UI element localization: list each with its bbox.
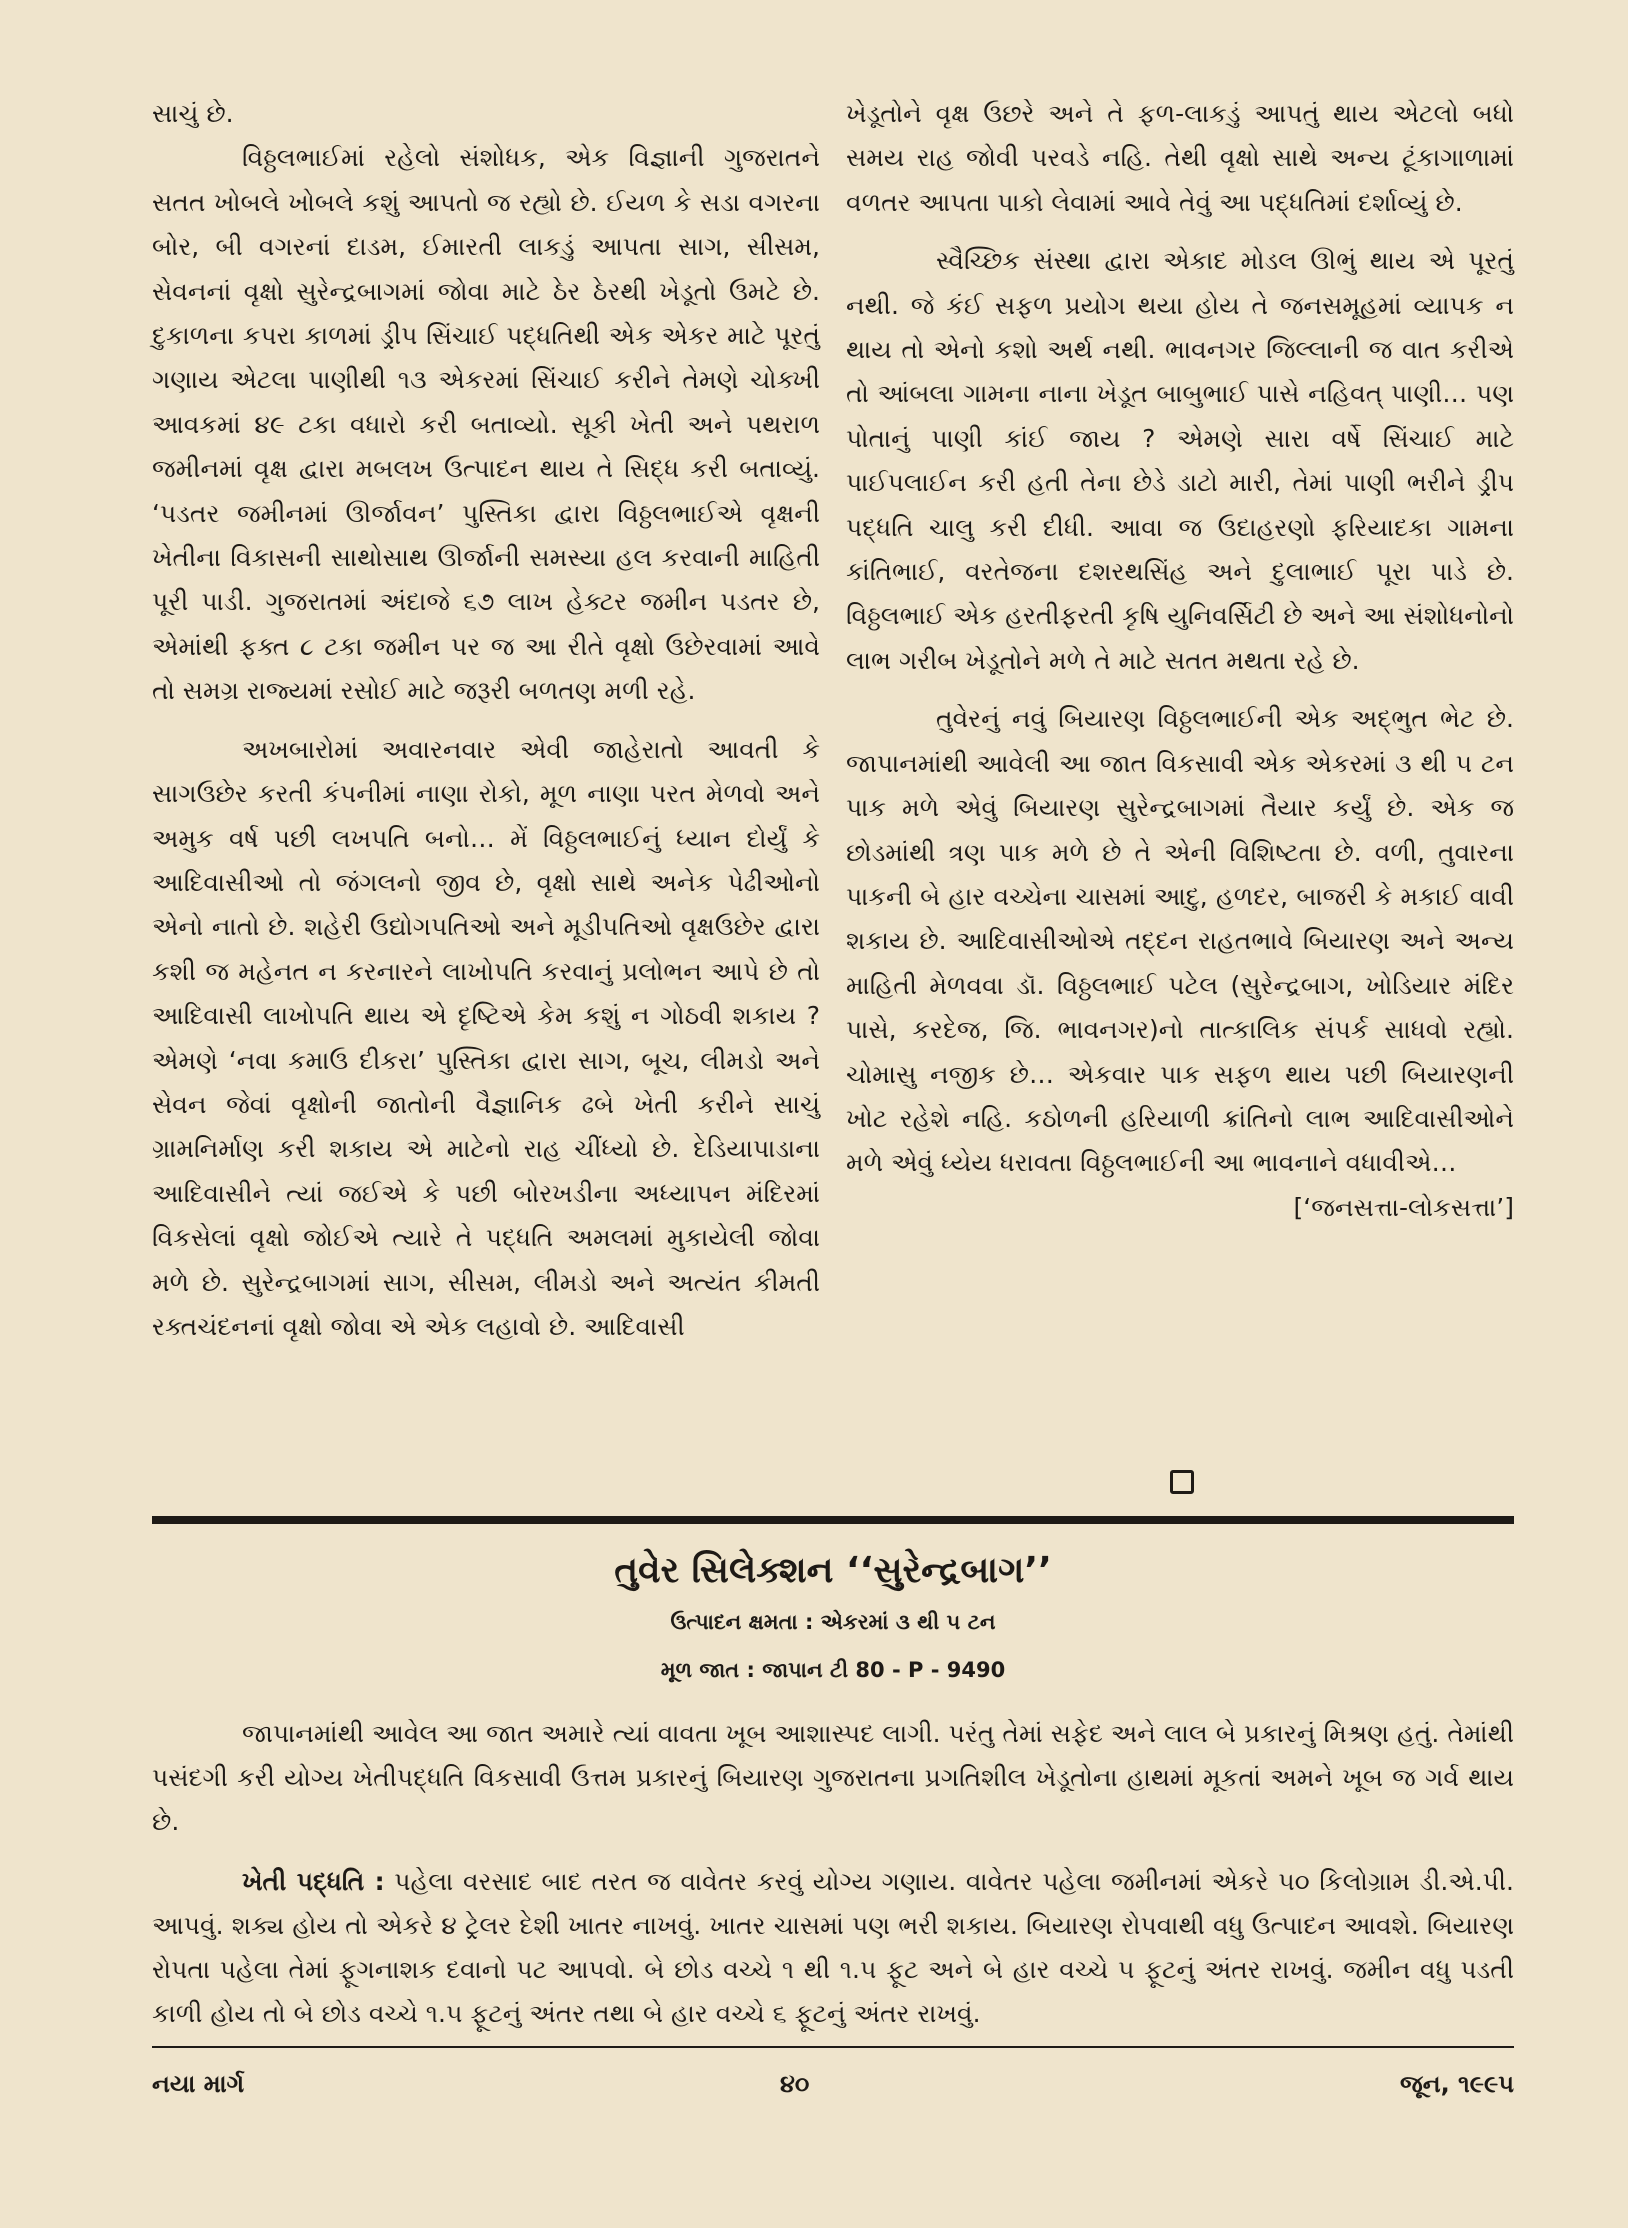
box-subtitle-origin: મૂળ જાત : જાપાન ટી 80 - P - 9490 <box>660 1658 1006 1682</box>
box-paragraph-method <box>152 1860 1514 2036</box>
box-subtitle-yield: ઉત્પાદન ક્ષમતા : એકરમાં ૩ થી ૫ ટન <box>670 1610 996 1634</box>
article-left-column <box>152 92 820 1349</box>
method-label: ખેતી પદ્ધતિ : <box>242 1867 385 1896</box>
article-right-column <box>846 92 1514 1230</box>
article-source: [‘જનસત્તા-લોકસત્તા’] <box>1293 1192 1514 1222</box>
article-paragraph: સ્વૈચ્છિક સંસ્થા દ્વારા એકાદ મોડલ ઊભું થાય એ પૂરતું નથી. જે કંઈ સફળ પ્રયોગ થયા હોય તે જનસમૂહમાં વ્યાપક ન થાય તો એનો કશો અર્થ નથી. ભાવનગર જિલ્લાની જ વાત કરીએ તો આંબલા ગામના નાના ખેડૂત બાબુભાઈ પાસે નહિવત્ પાણી… પણ પોતાનું પાણી કાંઈ જાય ? એમણે સારા વર્ષે સિંચાઈ માટે પાઈપલાઈન કરી હતી તેના છેડે ડાટો મારી, તેમાં પાણી ભરીને ડ્રીપ પદ્ધતિ ચાલુ કરી દીધી. આવા જ ઉદાહરણો ફરિયાદકા ગામના કાંતિભાઈ, વરતેજના દશરથસિંહ અને દુલાભાઈ પૂરા પાડે છે. વિઠ્ઠલભાઈ એક હરતીફરતી કૃષિ યુનિવર્સિટી છે અને આ સંશોધનોનો લાભ ગરીબ ખેડૂતોને મળે તે માટે સતત મથતા રહે છે. <box>846 246 1514 675</box>
footer-page-number: ૪૦ <box>780 2070 810 2098</box>
article-paragraph: વિઠ્ઠલભાઈમાં રહેલો સંશોધક, એક વિજ્ઞાની ગુજરાતને સતત ખોબલે ખોબલે કશું આપતો જ રહ્યો છે. ઈયળ કે સડા વગરના બોર, બી વગરનાં દાડમ, ઈમારતી લાકડું આપતા સાગ, સીસમ, સેવનનાં વૃક્ષો સુરેન્દ્રબાગમાં જોવા માટે ઠેર ઠેરથી ખેડૂતો ઉમટે છે. દુકાળના કપરા કાળમાં ડ્રીપ સિંચાઈ પદ્ધતિથી એક એકર માટે પૂરતું ગણાય એટલા પાણીથી ૧૩ એકરમાં સિંચાઈ કરીને તેમણે ચોક્ખી આવકમાં ૪૯ ટકા વધારો કરી બતાવ્યો. સૂકી ખેતી અને પથરાળ જમીનમાં વૃક્ષ દ્વારા મબલખ ઉત્પાદન થાય તે સિદ્ધ કરી બતાવ્યું. ‘પડતર જમીનમાં ઊર્જાવન’ પુસ્તિકા દ્વારા વિઠ્ઠલભાઈએ વૃક્ષની ખેતીના વિકાસની સાથોસાથ ઊર્જાની સમસ્યા હલ કરવાની માહિતી પૂરી પાડી. ગુજરાતમાં અંદાજે ૬૭ લાખ હેક્ટર જમીન પડતર છે, એમાંથી ફક્ત ૮ ટકા જમીન પર જ આ રીતે વૃક્ષો ઉછેરવામાં આવે તો સમગ્ર રાજ્યમાં રસોઈ માટે જરૂરી બળતણ મળી રહે. <box>152 143 820 706</box>
footer-magazine-name: નયા માર્ગ <box>152 2070 245 2098</box>
footer-divider <box>152 2046 1514 2048</box>
box-title: તુવેર સિલેક્શન ‘‘સુરેન્દ્રબાગ’’ <box>614 1550 1052 1591</box>
end-of-article-square-icon <box>1170 1470 1194 1494</box>
box-paragraph: જાપાનમાંથી આવેલ આ જાત અમારે ત્યાં વાવતા ખૂબ આશાસ્પદ લાગી. પરંતુ તેમાં સફેદ અને લાલ બે પ્રકારનું મિશ્રણ હતું. તેમાંથી પસંદગી કરી યોગ્ય ખેતીપદ્ધતિ વિકસાવી ઉત્તમ પ્રકારનું બિયારણ ગુજરાતના પ્રગતિશીલ ખેડૂતોના હાથમાં મૂકતાં અમને ખૂબ જ ગર્વ થાય છે. <box>152 1719 1514 1836</box>
article-paragraph: તુવેરનું નવું બિયારણ વિઠ્ઠલભાઈની એક અદ્ભુત ભેટ છે. જાપાનમાંથી આવેલી આ જાત વિકસાવી એક એકરમાં ૩ થી ૫ ટન પાક મળે એવું બિયારણ સુરેન્દ્રબાગમાં તૈયાર કર્યું છે. એક જ છોડમાંથી ત્રણ પાક મળે છે તે એની વિશિષ્ટતા છે. વળી, તુવારના પાકની બે હાર વચ્ચેના ચાસમાં આદુ, હળદર, બાજરી કે મકાઈ વાવી શકાય છે. આદિવાસીઓએ તદ્દન રાહતભાવે બિયારણ અને અન્ય માહિતી મેળવવા ડૉ. વિઠ્ઠલભાઈ પટેલ (સુરેન્દ્રબાગ, ખોડિયાર મંદિર પાસે, કરદેજ, જિ. ભાવનગર)નો તાત્કાલિક સંપર્ક સાધવો રહ્યો. ચોમાસુ નજીક છે… એકવાર પાક સફળ થાય પછી બિયારણની ખોટ રહેશે નહિ. કઠોળની હરિયાળી ક્રાંતિનો લાભ આદિવાસીઓને મળે એવું ધ્યેય ધરાવતા વિઠ્ઠલભાઈની આ ભાવનાને વધાવીએ… <box>846 704 1514 1178</box>
article-paragraph: સાચું છે. <box>152 99 234 128</box>
article-paragraph: ખેડૂતોને વૃક્ષ ઉછરે અને તે ફળ-લાકડું આપતું થાય એટલો બધો સમય રાહ જોવી પરવડે નહિ. તેથી વૃક્ષો સાથે અન્ય ટૂંકાગાળામાં વળતર આપતા પાકો લેવામાં આવે તેવું આ પદ્ધતિમાં દર્શાવ્યું છે. <box>846 99 1514 217</box>
footer-date: જૂન, ૧૯૯૫ <box>1399 2070 1514 2098</box>
box-body <box>152 1712 1514 2036</box>
method-text: પહેલા વરસાદ બાદ તરત જ વાવેતર કરવું યોગ્ય ગણાય. વાવેતર પહેલા જમીનમાં એકરે ૫૦ કિલોગ્રામ ડી.એ.પી. આપવું. શક્ય હોય તો એકરે ૪ ટ્રેલર દેશી ખાતર નાખવું. ખાતર ચાસમાં પણ ભરી શકાય. બિયારણ રોપવાથી વધુ ઉત્પાદન આવશે. બિયારણ રોપતા પહેલા તેમાં ફૂગનાશક દવાનો પટ આપવો. બે છોડ વચ્ચે ૧ થી ૧.૫ ફૂટ અને બે હાર વચ્ચે ૫ ફૂટનું અંતર રાખવું. જમીન વધુ પડતી કાળી હોય તો બે છોડ વચ્ચે ૧.૫ ફૂટનું અંતર તથા બે હાર વચ્ચે ૬ ફૂટનું અંતર રાખવું. <box>152 1867 1514 2028</box>
article-paragraph: અખબારોમાં અવારનવાર એવી જાહેરાતો આવતી કે સાગઉછેર કરતી કંપનીમાં નાણા રોકો, મૂળ નાણા પરત મેળવો અને અમુક વર્ષ પછી લખપતિ બનો… મેં વિઠ્ઠલભાઈનું ધ્યાન દોર્યું કે આદિવાસીઓ તો જંગલનો જીવ છે, વૃક્ષો સાથે અનેક પેઢીઓનો એનો નાતો છે. શહેરી ઉદ્યોગપતિઓ અને મૂડીપતિઓ વૃક્ષઉછેર દ્વારા કશી જ મહેનત ન કરનારને લાખોપતિ કરવાનું પ્રલોભન આપે છે તો આદિવાસી લાખોપતિ થાય એ દૃષ્ટિએ કેમ કશું ન ગોઠવી શકાય ? એમણે ‘નવા કમાઉ દીકરા’ પુસ્તિકા દ્વારા સાગ, બૂચ, લીમડો અને સેવન જેવાં વૃક્ષોની જાતોની વૈજ્ઞાનિક ઢબે ખેતી કરીને સાચું ગ્રામનિર્માણ કરી શકાય એ માટેનો રાહ ચીંધ્યો છે. દેડિયાપાડાના આદિવાસીને ત્યાં જઈએ કે પછી બોરખડીના અધ્યાપન મંદિરમાં વિકસેલાં વૃક્ષો જોઈએ ત્યારે તે પદ્ધતિ અમલમાં મુકાયેલી જોવા મળે છે. સુરેન્દ્રબાગમાં સાગ, સીસમ, લીમડો અને અત્યંત કીમતી રક્તચંદનનાં વૃક્ષો જોવા એ એક લહાવો છે. આદિવાસી <box>152 734 820 1341</box>
section-divider <box>152 1516 1514 1524</box>
